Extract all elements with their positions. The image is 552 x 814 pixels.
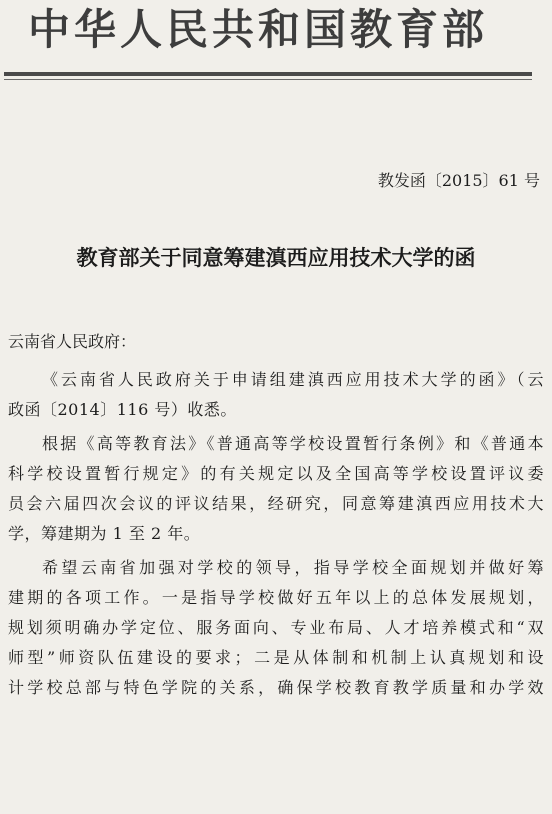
paragraph-line: 规划须明确办学定位、服务面向、专业布局、人才培养模式和“双 — [8, 618, 544, 637]
paragraph-line: 《云南省人民政府关于申请组建滇西应用技术大学的函》（云 — [42, 370, 544, 389]
paragraph-line: 根据《高等教育法》《普通高等学校设置暂行条例》和《普通本 — [42, 434, 544, 453]
letterhead-title: 中华人民共和国教育部 — [28, 5, 489, 54]
paragraph-requirements — [8, 556, 544, 700]
paragraph-line: 计学校总部与特色学院的关系，确保学校教育教学质量和办学效 — [8, 678, 544, 697]
paragraph-line: 学，筹建期为 1 至 2 年。 — [8, 524, 201, 543]
paragraph-line: 科学校设置暂行规定》的有关规定以及全国高等学校设置评议委 — [8, 464, 544, 483]
paragraph-line: 师型”师资队伍建设的要求；二是从体制和机制上认真规划和设 — [8, 648, 544, 667]
paragraph-line: 希望云南省加强对学校的领导，指导学校全面规划并做好筹 — [42, 558, 544, 577]
document-number: 教发函〔2015〕61 号 — [377, 171, 540, 190]
salutation: 云南省人民政府： — [8, 332, 137, 351]
letterhead-thin-rule — [4, 79, 532, 80]
letterhead — [0, 0, 552, 60]
paragraph-line: 政函〔2014〕116 号）收悉。 — [8, 400, 237, 419]
letterhead-thick-rule — [4, 72, 532, 76]
letter-body — [8, 368, 544, 700]
paragraph-line: 员会六届四次会议的评议结果，经研究，同意筹建滇西应用技术大 — [8, 494, 544, 513]
document-title: 教育部关于同意筹建滇西应用技术大学的函 — [76, 246, 476, 270]
paragraph-line: 建期的各项工作。一是指导学校做好五年以上的总体发展规划， — [8, 588, 544, 607]
paragraph-acknowledgement — [8, 368, 544, 422]
paragraph-approval — [8, 432, 544, 546]
